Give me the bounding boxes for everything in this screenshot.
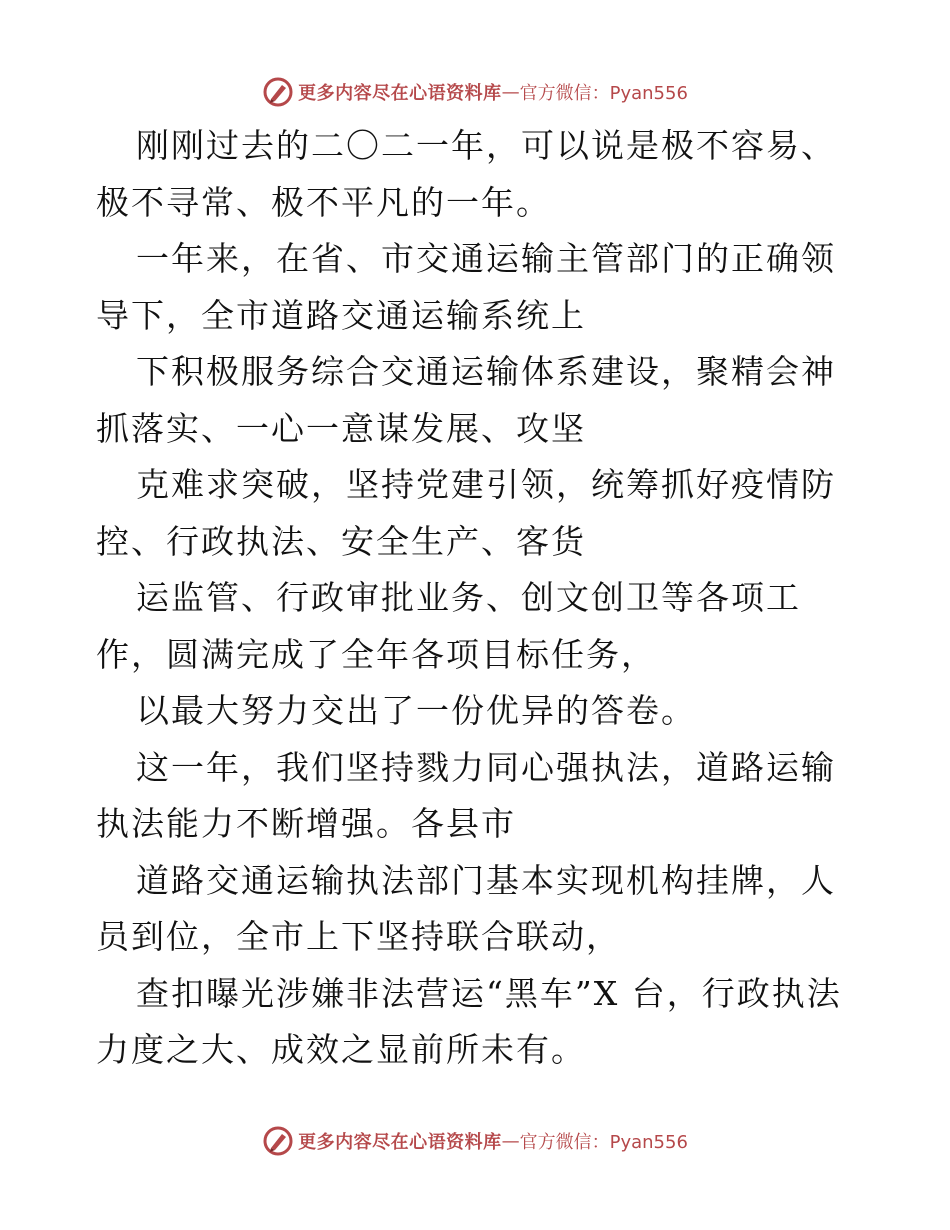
- banner-title: 更多内容尽在心语资料库: [298, 1132, 502, 1153]
- paragraph: 刚刚过去的二〇二一年，可以说是极不容易、极不寻常、极不平凡的一年。: [96, 126, 836, 222]
- banner-separator: —: [501, 1130, 520, 1152]
- paragraph: 以最大努力交出了一份优异的答卷。: [136, 691, 696, 730]
- paragraph: 道路交通运输执法部门基本实现机构挂牌，人员到位，全市上下坚持联合联动，: [96, 860, 836, 956]
- paragraph: 这一年，我们坚持戮力同心强执法，道路运输执法能力不断增强。各县市: [96, 747, 836, 843]
- banner-title: 更多内容尽在心语资料库: [298, 83, 502, 104]
- banner-wechat-handle: 官方微信：Pyan556: [519, 1132, 688, 1153]
- paragraph: 运监管、行政审批业务、创文创卫等各项工作，圆满完成了全年各项目标任务，: [96, 578, 801, 674]
- paragraph: 查扣曝光涉嫌非法营运“黑车”X 台，行政执法力度之大、成效之显前所未有。: [96, 973, 842, 1069]
- pen-logo-icon: [262, 76, 294, 108]
- banner-separator: —: [501, 81, 520, 103]
- paragraph: 克难求突破，坚持党建引领，统筹抓好疫情防控、行政执法、安全生产、客货: [96, 465, 836, 561]
- banner-wechat-handle: 官方微信：Pyan556: [519, 83, 688, 104]
- paragraph: 一年来，在省、市交通运输主管部门的正确领导下，全市道路交通运输系统上: [96, 239, 836, 335]
- paragraph: 下积极服务综合交通运输体系建设，聚精会神抓落实、一心一意谋发展、攻坚: [96, 352, 836, 448]
- pen-logo-icon: [262, 1125, 294, 1157]
- footer-banner: [0, 1121, 950, 1161]
- header-banner: [0, 72, 950, 112]
- document-body: [96, 118, 856, 1079]
